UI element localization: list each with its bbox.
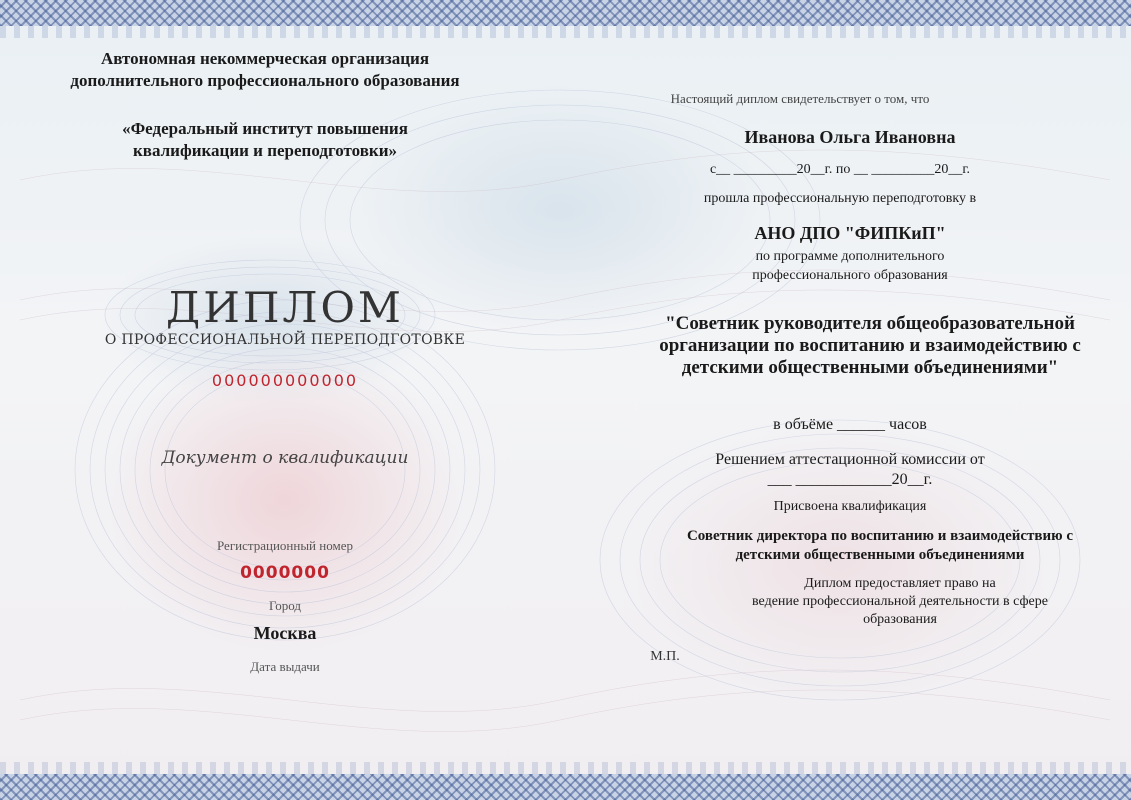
institute-name [20, 118, 510, 162]
diploma-serial-number: 000000000000 [211, 371, 359, 390]
issue-date-label: Дата выдачи [250, 659, 320, 674]
holder-name: Иванова Ольга Ивановна [744, 127, 956, 147]
document-type: Документ о квалификации [161, 448, 409, 468]
decision-line-2: ___ ____________20__г. [767, 471, 933, 488]
city-value: Москва [253, 623, 317, 643]
org-line-1: Автономная некоммерческая организация [100, 49, 430, 68]
institute-line-1: «Федеральный институт повышения [122, 119, 408, 138]
program-line-1: по программе дополнительного [755, 249, 945, 264]
rights-line-2: ведение профессиональной деятельности в сфере [752, 594, 1048, 609]
top-ornament-border [0, 0, 1131, 26]
qualification-line-1: Советник директора по воспитанию и взаимодействию с [686, 528, 1074, 544]
diploma-rights [680, 575, 1120, 629]
rights-line-3: образования [863, 612, 937, 627]
qualification-line-2: детскими общественными объединениями [735, 547, 1025, 563]
qualification-assigned-label: Присвоена квалификация [773, 499, 927, 514]
issuing-organization: АНО ДПО "ФИПКиП" [754, 223, 946, 243]
city-label: Город [268, 598, 302, 613]
study-period: с__ _________20__г. по __ _________20__г. [709, 162, 971, 177]
course-line-1: "Советник руководителя общеобразовательной [665, 313, 1075, 334]
diploma-title: ДИПЛОМ [166, 283, 404, 332]
institute-line-2: квалификации и переподготовки» [132, 141, 398, 160]
rights-line-1: Диплом предоставляет право на [804, 576, 996, 591]
organization-name [20, 48, 510, 92]
registration-label: Регистрационный номер [217, 538, 353, 553]
registration-number: 0000000 [240, 563, 330, 583]
top-inner-ornament [0, 26, 1131, 38]
program-type [580, 247, 1120, 285]
diploma-subtitle: О ПРОФЕССИОНАЛЬНОЙ ПЕРЕПОДГОТОВКЕ [104, 332, 466, 348]
retraining-statement: прошла профессиональную переподготовку в [703, 191, 977, 206]
course-line-2: организации по воспитанию и взаимодействию с [659, 335, 1081, 356]
decision-line-1: Решением аттестационной комиссии от [715, 451, 985, 468]
stamp-place-label: М.П. [650, 649, 680, 664]
course-line-3: детскими общественными объединениями" [681, 357, 1059, 378]
qualification-title [630, 527, 1130, 565]
bottom-inner-ornament [0, 762, 1131, 774]
org-line-2: дополнительного профессионального образования [70, 71, 460, 90]
program-line-2: профессионального образования [752, 268, 948, 283]
hours-volume: в объёме ______ часов [773, 416, 927, 433]
commission-decision [580, 450, 1120, 490]
certifies-text: Настоящий диплом свидетельствует о том, что [670, 91, 930, 106]
bottom-ornament-border [0, 774, 1131, 800]
course-title [612, 313, 1128, 379]
